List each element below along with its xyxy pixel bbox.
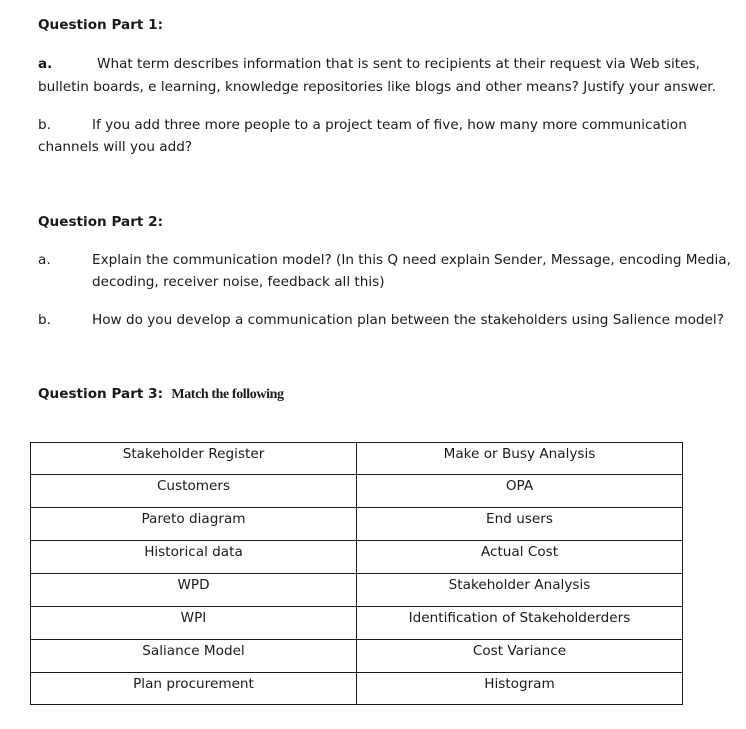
- part2-heading: Question Part 2:: [38, 214, 164, 230]
- cell-text: Actual Cost: [480, 544, 559, 560]
- part3-heading-tail: Match the following: [171, 387, 284, 402]
- part1-b-text-line2: channels will you add?: [38, 139, 193, 155]
- match-table: [30, 442, 683, 705]
- table-row: [31, 475, 683, 508]
- part2-b-text-line1: How do you develop a communication plan between the stakeholders using Salience model?: [92, 312, 724, 328]
- table-cell-right: [357, 673, 683, 705]
- part1-b-label: b.: [38, 117, 51, 133]
- table-row: [31, 574, 683, 607]
- table-row: [31, 541, 683, 574]
- table-cell-right: [357, 640, 683, 673]
- cell-text: Identification of Stakeholderders: [408, 610, 631, 626]
- cell-text: Make or Busy Analysis: [443, 446, 596, 462]
- part2-a-text-line1-tail: Sender, Message, encoding Media,: [494, 252, 731, 268]
- table-cell-left: [31, 475, 357, 508]
- table-cell-right: [357, 574, 683, 607]
- table-row: [31, 607, 683, 640]
- part2-b-label: b.: [38, 312, 51, 328]
- table-cell-right: [357, 508, 683, 541]
- table-cell-right: [357, 607, 683, 640]
- table-cell-left: [31, 508, 357, 541]
- cell-text: Stakeholder Register: [122, 446, 265, 462]
- cell-text: OPA: [505, 478, 534, 494]
- cell-text: Customers: [156, 478, 231, 494]
- part2-a-text-line1: Explain the communication model? (In this Q need explain: [92, 252, 491, 268]
- table-cell-left: [31, 640, 357, 673]
- table-cell-right: [357, 443, 683, 475]
- part3-heading-row: [38, 386, 284, 403]
- cell-text: Historical data: [144, 544, 243, 560]
- part1-a-label: a.: [38, 56, 53, 72]
- cell-text: WPI: [180, 610, 207, 626]
- table-row: [31, 508, 683, 541]
- cell-text: Saliance Model: [142, 643, 245, 659]
- table-cell-left: [31, 673, 357, 705]
- table-cell-right: [357, 541, 683, 574]
- table-row: [31, 443, 683, 475]
- cell-text: Plan procurement: [133, 676, 254, 692]
- table-row: [31, 673, 683, 705]
- table-cell-left: [31, 443, 357, 475]
- table-cell-left: [31, 574, 357, 607]
- cell-text: Histogram: [484, 676, 555, 692]
- cell-text: WPD: [177, 577, 210, 593]
- cell-text: End users: [486, 511, 553, 527]
- part1-heading: Question Part 1:: [38, 17, 164, 33]
- table-cell-left: [31, 607, 357, 640]
- table-row: [31, 640, 683, 673]
- part1-b-text-line1: If you add three more people to a project team of five, how many more communication: [92, 117, 687, 133]
- table-cell-right: [357, 475, 683, 508]
- part2-a-label: a.: [38, 252, 51, 268]
- cell-text: Pareto diagram: [141, 511, 246, 527]
- cell-text: Stakeholder Analysis: [448, 577, 591, 593]
- part2-a-text-line2: decoding, receiver noise, feedback all this): [92, 274, 385, 290]
- part3-heading: Question Part 3:: [38, 386, 164, 402]
- part1-a-text-line1: What term describes information that is sent to recipients at their request via Web sites,: [97, 56, 700, 72]
- part1-a-text-line2: bulletin boards, e learning, knowledge repositories like blogs and other means? Justify your answer.: [38, 79, 716, 95]
- cell-text: Cost Variance: [472, 643, 567, 659]
- table-cell-left: [31, 541, 357, 574]
